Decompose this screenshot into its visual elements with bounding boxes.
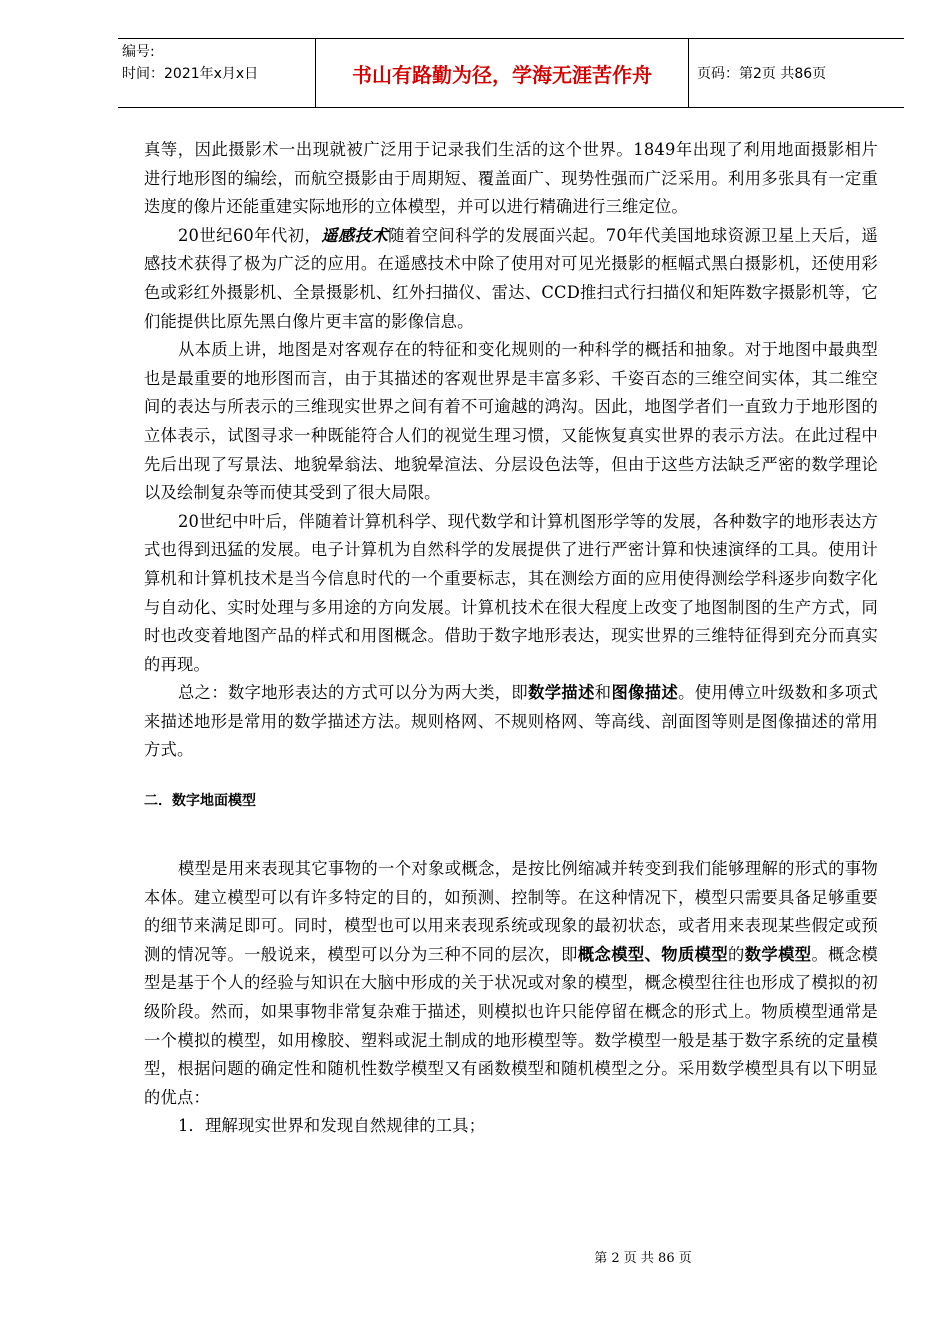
paragraph-6-de: 的 (728, 944, 745, 964)
math-model-term: 数学模型 (744, 944, 812, 964)
paragraph-5 (144, 679, 878, 765)
math-description-term: 数学描述 (528, 683, 595, 703)
paragraph-6-text-c: 。概念模型是基于个人的经验与知识在大脑中形成的关于状况或对象的模型，概念模型往往也形成了模拟的初级阶段。然而，如果事物非常复杂难于描述，则模拟也许只能停留在概念的形式上。物质模型通常是一个模拟的模型，如用橡胶、塑料或泥土制成的地形模型等。数学模型一般是基于数字系统的定量模型，根据问题的确定性和随机性数学模型又有函数模型和随机模型之分。采用数学模型具有以下明显的优点： (144, 944, 878, 1107)
paragraph-3: 从本质上讲，地图是对客观存在的特征和变化规则的一种科学的概括和抽象。对于地图中最典型也是最重要的地形图而言，由于其描述的客观世界是丰富多彩、千姿百态的三维空间实体，其二维空间的表达与所表示的三维现实世界之间有着不可逾越的鸿沟。因此，地图学者们一直致力于地形图的立体表示，试图寻求一种既能符合人们的视觉生理习惯，又能恢复真实世界的表示方法。在此过程中先后出现了写景法、地貌晕翁法、地貌晕渲法、分层设色法等，但由于这些方法缺乏严密的数学理论以及绘制复杂等而使其受到了很大局限。 (144, 340, 878, 503)
paragraph-5-conj: 和 (594, 683, 612, 703)
paragraph-6-sep: 、 (644, 944, 662, 964)
remote-sensing-term: 遥感技术 (321, 225, 389, 245)
paragraph-1: 真等，因此摄影术一出现就被广泛用于记录我们生活的这个世界。1849年出现了利用地面摄影相片进行地形图的编绘，而航空摄影由于周期短、覆盖面广、现势性强而广泛采用。利用多张具有一定重迭度的像片还能重建实际地形的立体模型，并可以进行精确进行三维定位。 (144, 140, 878, 217)
footer-page-number: 第 2 页 共 86 页 (594, 1251, 692, 1266)
header-motto: 书山有路勤为径，学海无涯苦作舟 (316, 39, 689, 107)
material-model-term: 物质模型 (661, 944, 729, 964)
section-heading: 二．数字地面模型 (144, 793, 256, 810)
document-body (144, 136, 878, 1141)
serial-label: 编号: (122, 44, 155, 60)
image-description-term: 图像描述 (611, 683, 679, 703)
paragraph-2-text-a: 20世纪60年代初， (178, 225, 322, 245)
header-meta (118, 39, 316, 107)
time-label: 时间：2021年x月x日 (122, 66, 259, 82)
paragraph-6-text-a: 模型是用来表现其它事物的一个对象或概念，是按比例缩减并转变到我们能够理解的形式的事物本体。建立模型可以有许多特定的目的，如预测、控制等。在这种情况下，模型只需要具备足够重要的细节来满足即可。同时，模型也可以用来表现系统或现象的最初状态，或者用来表现某些假定或预测的情况等。一般说来，模型可以分为三种不同的层次，即 (144, 859, 878, 964)
paragraph-5-text-a: 总之：数字地形表达的方式可以分为两大类，即 (178, 683, 529, 703)
paragraph-5-text-c: 。使用傅立叶级数和多项式来描述地形是常用的数学描述方法。规则格网、不规则格网、等高线、剖面图等则是图像描述的常用方式。 (144, 683, 878, 760)
list-item-1: 1．理解现实世界和发现自然规律的工具； (178, 1116, 486, 1136)
paragraph-2 (144, 222, 878, 336)
header-page-code: 页码：第2页 共86页 (697, 66, 827, 82)
concept-model-term: 概念模型 (577, 944, 645, 964)
page-header (118, 38, 904, 108)
page-footer (0, 1247, 950, 1266)
paragraph-2-text-b: 随着空间科学的发展面兴起。70年代美国地球资源卫星上天后，遥感技术获得了极为广泛的应用。在遥感技术中除了使用对可见光摄影的框幅式黑白摄影机，还使用彩色或彩红外摄影机、全景摄影机、红外扫描仪、雷达、CCD推扫式行扫描仪和矩阵数字摄影机等，它们能提供比原先黑白像片更丰富的影像信息。 (144, 225, 878, 331)
paragraph-4: 20世纪中叶后，伴随着计算机科学、现代数学和计算机图形学等的发展，各种数字的地形表达方式也得到迅猛的发展。电子计算机为自然科学的发展提供了进行严密计算和快速演绎的工具。使用计算机和计算机技术是当今信息时代的一个重要标志，其在测绘方面的应用使得测绘学科逐步向数字化与自动化、实时处理与多用途的方向发展。计算机技术在很大程度上改变了地图制图的生产方式，同时也改变着地图产品的样式和用图概念。借助于数字地形表达，现实世界的三维特征得到充分而真实的再现。 (144, 511, 878, 674)
paragraph-6 (144, 855, 878, 1112)
